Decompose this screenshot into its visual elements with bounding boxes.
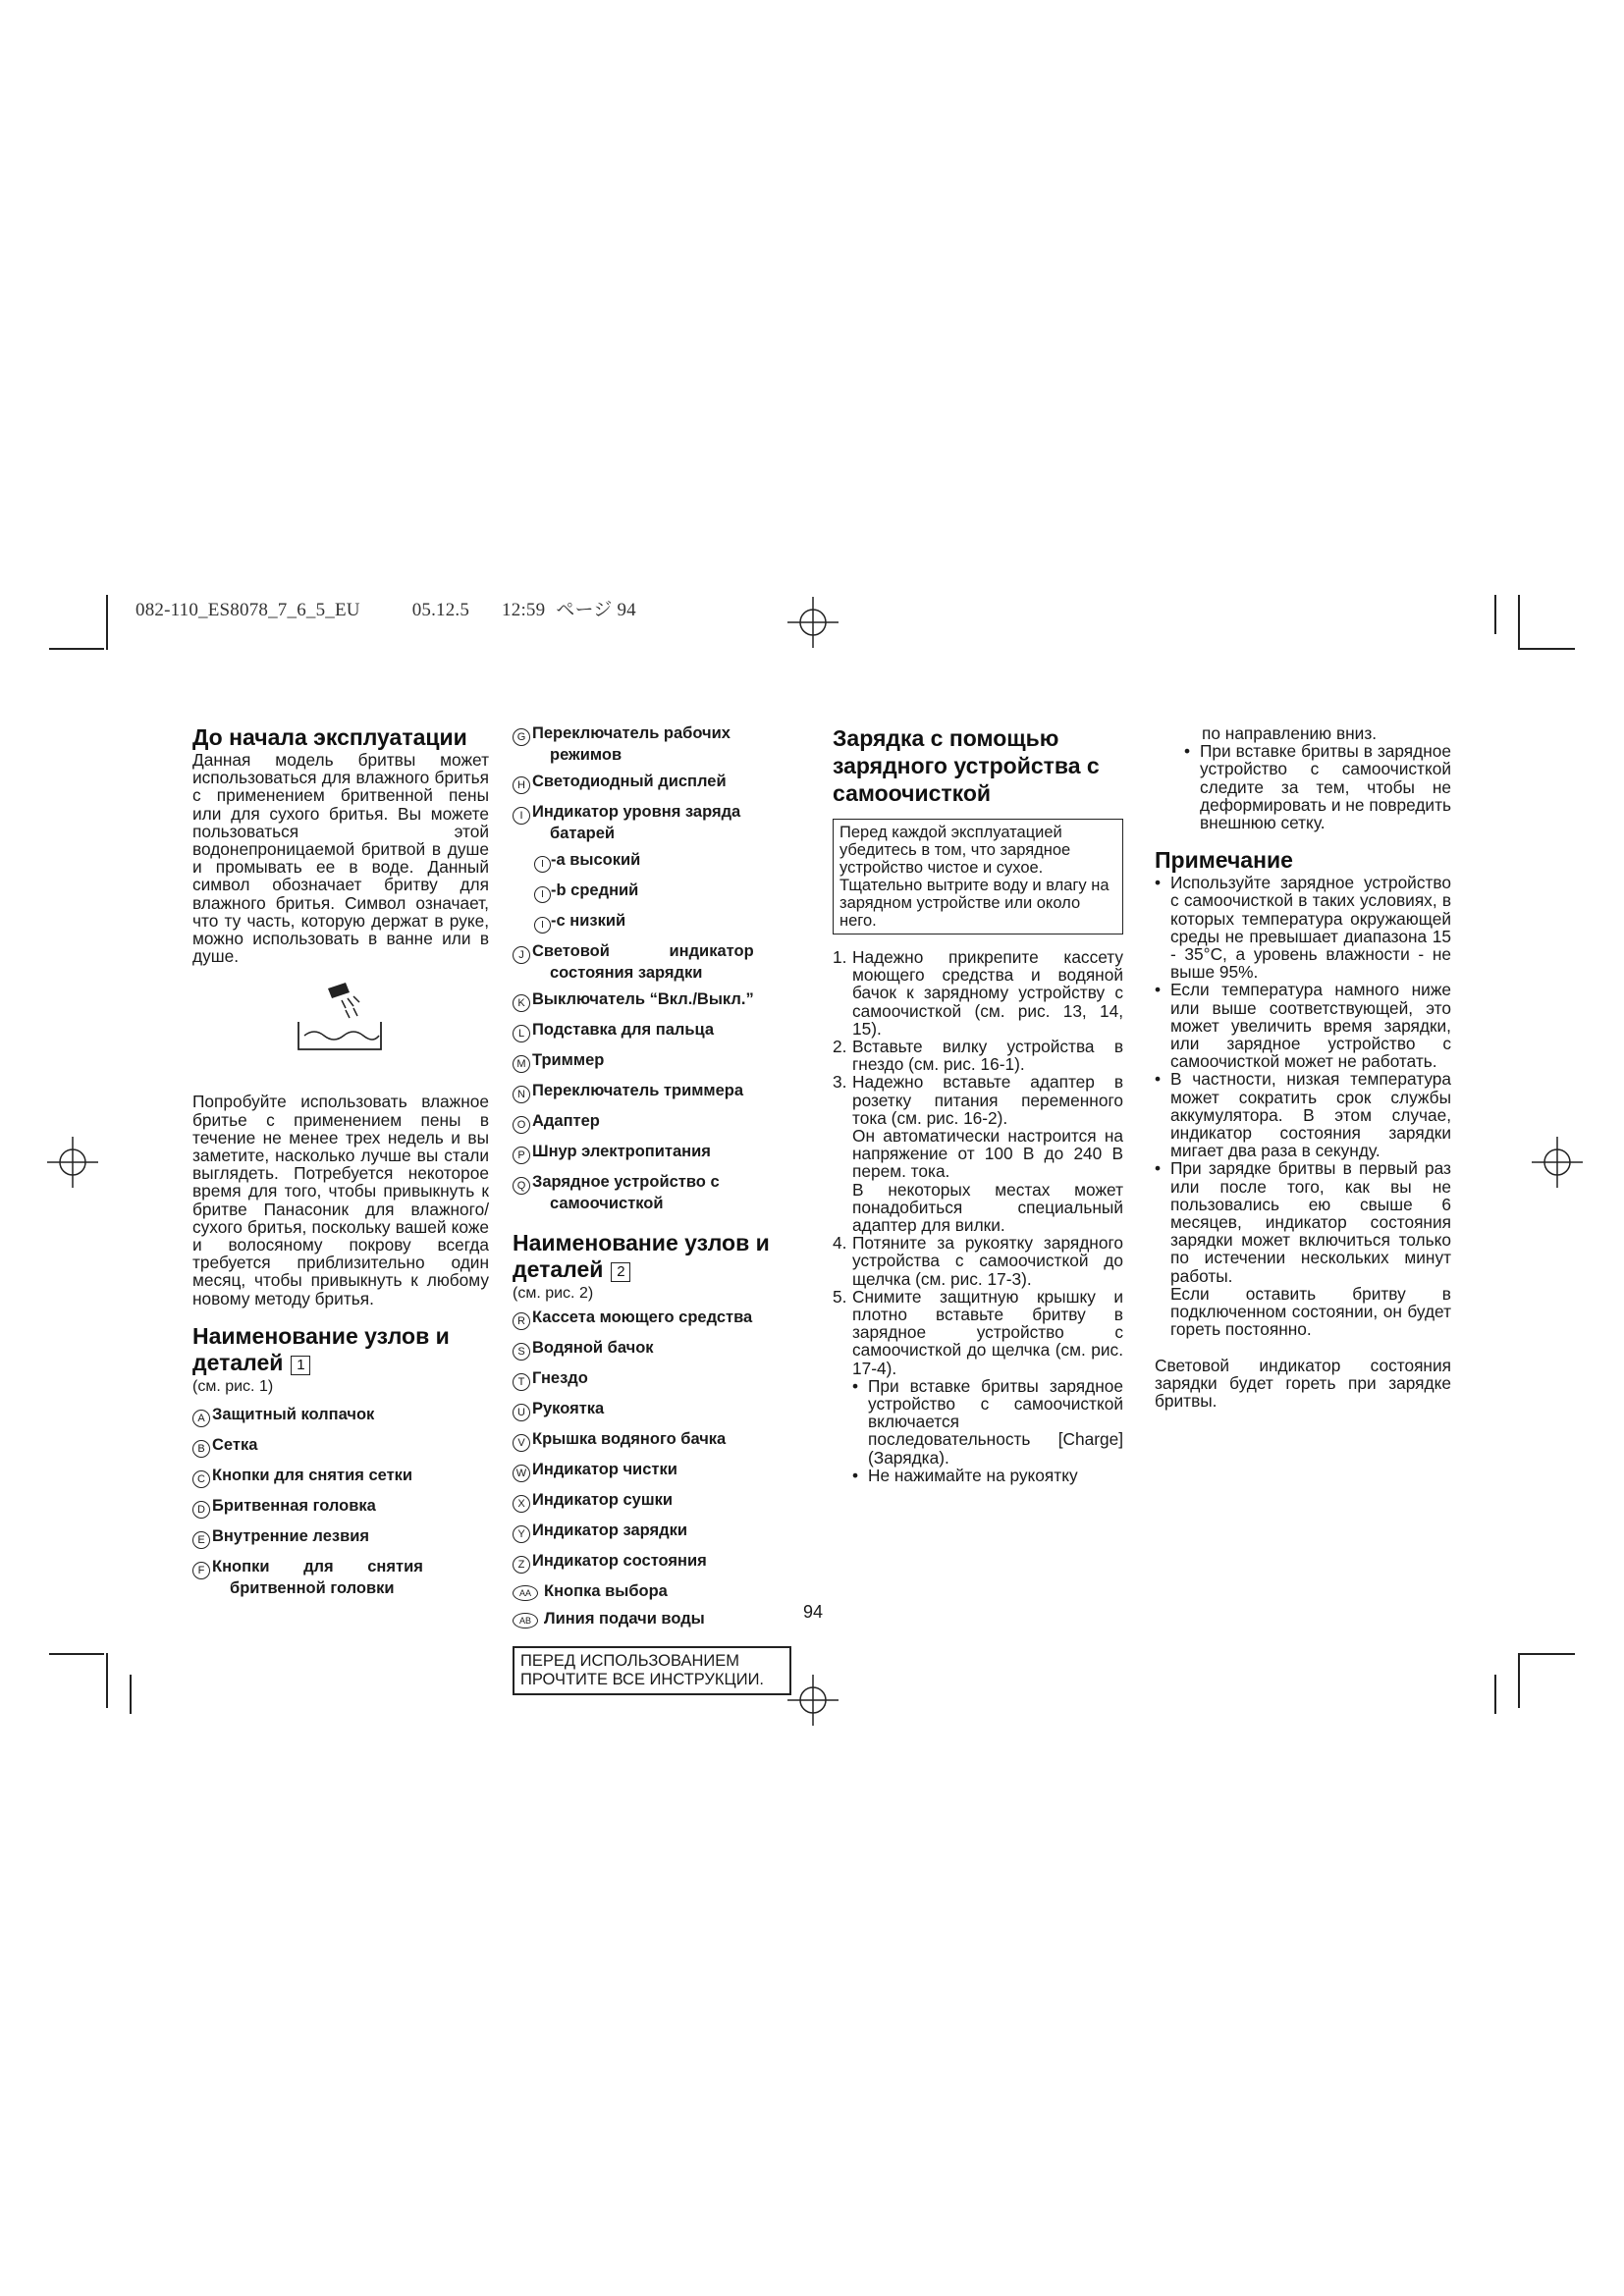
part-item: I Индикатор уровня заряда батарей (513, 803, 797, 842)
section-title-before-use: До начала эксплуатации (192, 724, 467, 750)
read-instructions-box: ПЕРЕД ИСПОЛЬЗОВАНИЕМ ПРОЧТИТЕ ВСЕ ИНСТРУКЦИИ. (513, 1646, 791, 1695)
crop-mark (1518, 1653, 1520, 1708)
part-item: W Индикатор чистки (513, 1461, 797, 1482)
step-note: В некоторых местах может понадобиться специальный адаптер для вилки. (852, 1179, 1123, 1236)
part-item: A Защитный колпачок (192, 1406, 489, 1427)
sub-item: I -b средний (534, 881, 797, 903)
part-item: U Рукоятка (513, 1400, 797, 1421)
registration-target-icon (1530, 1135, 1585, 1190)
part-item: J Световой индикатор состояния зарядки (513, 942, 797, 982)
figure-2-box: 2 (611, 1262, 630, 1282)
figure-1-ref: (см. рис. 1) (192, 1377, 274, 1395)
part-item: S Водяной бачок (513, 1339, 797, 1361)
header-page-label: ページ 94 (556, 600, 636, 620)
step-item: 5. Снимите защитную крышку и плотно вставьте бритву в зарядное устройство с самоочисткой до щелчка (см. рис. 17-4). (833, 1286, 1123, 1378)
column-3 (833, 724, 1123, 1484)
bullet-item: • При вставке бритвы зарядное устройство с самоочисткой включается последовательность [Charge] (Зарядка). (852, 1375, 1123, 1468)
sub-item: I -c низкий (534, 912, 797, 934)
crop-mark (1520, 648, 1575, 650)
step-item: 3. Надежно вставьте адаптер в розетку питания переменного тока (см. рис. 16-2). (833, 1072, 1123, 1128)
print-header (135, 595, 636, 621)
final-note: Световой индикатор состояния зарядки будет гореть при зарядке бритвы. (1155, 1355, 1451, 1411)
part-item: L Подставка для пальца (513, 1021, 797, 1042)
part-item: T Гнездо (513, 1369, 797, 1391)
note-item: • При зарядке бритвы в первый раз или после того, как вы не пользовались ею свыше 6 месяцев, индикатор состояния зарядки может включиться только по истечении нескольких минут работы. (1155, 1158, 1451, 1286)
section-title-parts-1: Наименование узлов и деталей 1 (192, 1322, 450, 1375)
part-item: E Внутренние лезвия (192, 1527, 489, 1549)
part-item: X Индикатор сушки (513, 1491, 797, 1513)
part-item: AB Линия подачи воды (513, 1610, 797, 1629)
part-item: Y Индикатор зарядки (513, 1522, 797, 1543)
steps-list (833, 948, 1123, 1484)
note-item: • Используйте зарядное устройство с самоочисткой в таких условиях, в которых температура окружающей среды не превышает диапазона 15 - 35°C, а уровень влажности - не выше 95%. (1155, 873, 1451, 983)
column-1 (192, 724, 489, 1606)
part-item: H Светодиодный дисплей (513, 773, 797, 794)
crop-mark (1494, 1675, 1496, 1714)
part-item: R Кассета моющего средства (513, 1308, 797, 1330)
crop-mark (1520, 1653, 1575, 1655)
part-item: N Переключатель триммера (513, 1082, 797, 1103)
step-item: 4. Потяните за рукоятку зарядного устройства с самоочисткой до щелчка (см. рис. 17-3). (833, 1233, 1123, 1289)
page-number: 94 (803, 1602, 824, 1622)
part-item: Q Зарядное устройство с самоочисткой (513, 1173, 797, 1212)
crop-mark (49, 648, 104, 650)
column-2 (513, 724, 797, 1695)
note-item: • В частности, низкая температура может сократить срок службы аккумулятора. В этом случае, индикатор состояния зарядки мигает два раза в секунду. (1155, 1069, 1451, 1161)
crop-mark (106, 1653, 108, 1708)
part-item: D Бритвенная головка (192, 1497, 489, 1519)
bullet-item: • Не нажимайте на рукоятку (852, 1465, 1078, 1485)
parts-list-1 (192, 1406, 489, 1597)
crop-mark (106, 595, 108, 650)
part-item: G Переключатель рабочих режимов (513, 724, 797, 764)
part-item: F Кнопки для снятия бритвенной головки (192, 1558, 489, 1597)
column-4 (1155, 724, 1451, 1410)
section-title-parts-2: Наименование узлов и деталей 2 (513, 1230, 770, 1282)
note-item: • Если температура намного ниже или выше соответствующей, это может увеличить время зарядки, или зарядное устройство с самоочисткой может не работать. (1155, 980, 1451, 1072)
bullet-item: • При вставке бритвы в зарядное устройство с самоочисткой следите за тем, чтобы не деформировать и не повредить внешнюю сетку. (1184, 741, 1451, 833)
step-item: 2. Вставьте вилку устройства в гнездо (см. рис. 16-1). (833, 1037, 1123, 1075)
registration-target-icon (45, 1135, 100, 1190)
crop-mark (130, 1675, 132, 1714)
section-title-note: Примечание (1155, 847, 1293, 874)
part-item: Z Индикатор состояния (513, 1552, 797, 1574)
wet-shave-symbol-area (192, 965, 489, 1093)
header-file: 082-110_ES8078_7_6_5_EU (135, 600, 360, 620)
part-item: C Кнопки для снятия сетки (192, 1467, 489, 1488)
part-item: K Выключатель “Вкл./Выкл.” (513, 990, 797, 1012)
try-wet-shaving-text: Попробуйте использовать влажное бритье с применением пены в течение не менее трех недель и вы заметите, насколько лучше вы стали выглядеть. Потребуется некоторое время для того, чтобы привыкнуть к бритве Панасоник для влажного/сухого бритья, поскольку вашей коже и волосяному покрову всегда требуется приблизительно один месяц, чтобы привыкнуть к любому новому методу бритья. (192, 1092, 489, 1308)
part-item: V Крышка водяного бачка (513, 1430, 797, 1452)
figure-2-ref: (см. рис. 2) (513, 1285, 594, 1302)
part-item: B Сетка (192, 1436, 489, 1458)
warning-box: Перед каждой эксплуатацией убедитесь в том, что зарядное устройство чистое и сухое. Тщательно вытрите воду и влагу на зарядном устройстве или около него. (833, 819, 1123, 934)
step-note: Он автоматически настроится на напряжение от 100 В до 240 В перем. тока. (852, 1126, 1123, 1182)
header-date: 05.12.5 (411, 600, 470, 620)
shower-bath-icon (291, 979, 389, 1057)
part-item: P Шнур электропитания (513, 1143, 797, 1164)
intro-text: Данная модель бритвы может использоваться для влажного бритья с применением бритвенной пены или для сухого бритья. Вы можете пользоваться этой водонепроницаемой бритвой в душе и промывать ее в воде. Данный символ обозначает бритву для влажного бритья. Символ означает, что ту часть, которую держат в руке, можно использовать в ванне или в душе. (192, 750, 489, 967)
part-item: M Триммер (513, 1051, 797, 1073)
crop-mark (1494, 595, 1496, 634)
sub-item: I -a высокий (534, 851, 797, 873)
registration-target-icon (785, 595, 840, 650)
continued-text: по направлению вниз. (1202, 723, 1378, 743)
header-time: 12:59 (502, 600, 546, 620)
crop-mark (49, 1653, 104, 1655)
part-item: O Адаптер (513, 1112, 797, 1134)
figure-1-box: 1 (291, 1356, 310, 1375)
step-item: 1. Надежно прикрепите кассету моющего средства и водяной бачок к зарядному устройству с самоочисткой (см. рис. 13, 14, 15). (833, 947, 1123, 1039)
note-extra: Если оставить бритву в подключенном состоянии, он будет гореть постоянно. (1170, 1283, 1451, 1340)
crop-mark (1518, 595, 1520, 650)
part-item: AA Кнопка выбора (513, 1582, 797, 1601)
section-title-charging: Зарядка с помощью зарядного устройства с самоочисткой (833, 725, 1100, 806)
